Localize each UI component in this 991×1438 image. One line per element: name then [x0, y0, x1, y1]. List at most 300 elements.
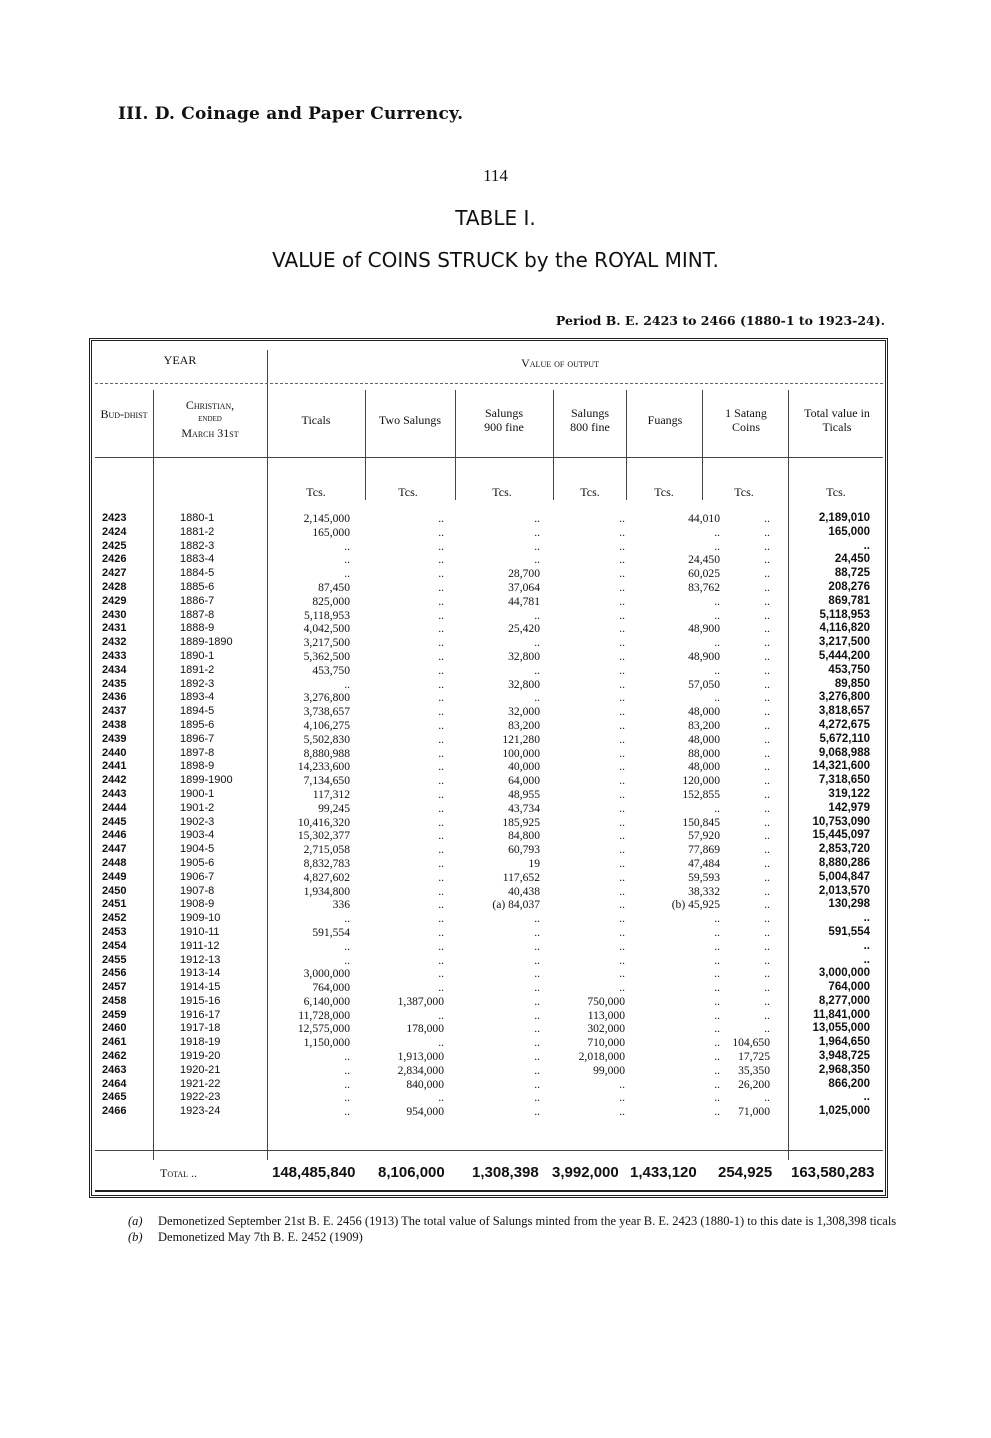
- cell-christian-year: 1897-8: [180, 746, 215, 759]
- table-row: [92, 747, 886, 761]
- cell-salungs-800: ..: [619, 801, 625, 815]
- cell-salungs-900: ..: [534, 663, 540, 677]
- cell-salungs-800: ..: [619, 1091, 625, 1105]
- cell-satang: ..: [764, 829, 770, 843]
- cell-total-value: 319,122: [828, 787, 870, 800]
- cell-buddhist-year: 2440: [102, 746, 127, 759]
- cell-ticals: 12,575,000: [297, 1022, 350, 1036]
- cell-salungs-800: ..: [619, 829, 625, 843]
- table-row: [92, 1022, 886, 1036]
- table-row: [92, 871, 886, 885]
- cell-total-value: 130,298: [828, 898, 870, 911]
- cell-salungs-900: ..: [534, 691, 540, 705]
- cell-salungs-800: ..: [619, 649, 625, 663]
- cell-christian-year: 1908-9: [180, 898, 215, 911]
- cell-fuangs: 24,450: [688, 553, 720, 567]
- unit-label: Tcs.: [306, 485, 326, 499]
- cell-salungs-900: 100,000: [502, 746, 540, 760]
- cell-fuangs: ..: [714, 539, 720, 553]
- cell-total-value: ..: [863, 539, 870, 552]
- table-row: [92, 1091, 886, 1105]
- cell-ticals: 165,000: [312, 525, 350, 539]
- cell-buddhist-year: 2462: [102, 1050, 127, 1063]
- cell-buddhist-year: 2435: [102, 677, 127, 690]
- table-row: [92, 802, 886, 816]
- cell-ticals: ..: [344, 553, 350, 567]
- table-row: [92, 595, 886, 609]
- cell-salungs-800: ..: [619, 1105, 625, 1119]
- cell-ticals: 4,106,275: [303, 718, 350, 732]
- cell-two-salungs: ..: [438, 718, 444, 732]
- cell-two-salungs: ..: [438, 981, 444, 995]
- cell-christian-year: 1884-5: [180, 567, 215, 580]
- footnote: [128, 1213, 898, 1229]
- cell-satang: ..: [764, 705, 770, 719]
- cell-christian-year: 1922-23: [180, 1091, 221, 1104]
- divider: [95, 1150, 883, 1151]
- header-ticals: Ticals: [301, 413, 331, 427]
- cell-buddhist-year: 2447: [102, 843, 127, 856]
- footnotes: [128, 1213, 898, 1245]
- cell-buddhist-year: 2442: [102, 774, 127, 787]
- cell-salungs-800: ..: [619, 981, 625, 995]
- cell-two-salungs: ..: [438, 939, 444, 953]
- cell-ticals: 825,000: [312, 594, 350, 608]
- cell-ticals: 11,728,000: [298, 1008, 350, 1022]
- cell-christian-year: 1892-3: [180, 677, 215, 690]
- table-row: [92, 788, 886, 802]
- header-fuangs: Fuangs: [647, 413, 683, 427]
- header-satang: 1 Satang Coins: [725, 406, 767, 434]
- cell-ticals: ..: [344, 1063, 350, 1077]
- cell-two-salungs: ..: [438, 843, 444, 857]
- cell-satang: ..: [764, 1022, 770, 1036]
- cell-salungs-800: 302,000: [587, 1022, 625, 1036]
- cell-ticals: ..: [344, 912, 350, 926]
- cell-satang: ..: [764, 677, 770, 691]
- cell-salungs-900: ..: [534, 1022, 540, 1036]
- cell-christian-year: 1905-6: [180, 856, 215, 869]
- cell-fuangs: ..: [714, 594, 720, 608]
- cell-ticals: ..: [344, 1050, 350, 1064]
- header-salungs-900: Salungs 900 fine: [484, 406, 524, 434]
- unit-label: Tcs.: [492, 485, 512, 499]
- cell-fuangs: ..: [714, 994, 720, 1008]
- cell-fuangs: ..: [714, 925, 720, 939]
- cell-salungs-800: ..: [619, 691, 625, 705]
- table-row: [92, 912, 886, 926]
- cell-salungs-900: ..: [534, 512, 540, 525]
- cell-two-salungs: 1,913,000: [397, 1050, 444, 1064]
- cell-salungs-800: ..: [619, 1077, 625, 1091]
- cell-satang: ..: [764, 1091, 770, 1105]
- cell-ticals: 7,134,650: [303, 774, 350, 788]
- cell-buddhist-year: 2432: [102, 636, 127, 649]
- section-title: III. D. Coinage and Paper Currency.: [118, 104, 464, 124]
- cell-fuangs: 47,484: [688, 856, 720, 870]
- cell-salungs-800: ..: [619, 815, 625, 829]
- cell-two-salungs: ..: [438, 512, 444, 525]
- cell-two-salungs: ..: [438, 732, 444, 746]
- cell-two-salungs: ..: [438, 1036, 444, 1050]
- cell-salungs-800: ..: [619, 567, 625, 581]
- cell-salungs-900: ..: [534, 1091, 540, 1105]
- divider: [95, 1190, 883, 1192]
- cell-satang: ..: [764, 594, 770, 608]
- cell-christian-year: 1918-19: [180, 1036, 221, 1049]
- table-row: [92, 636, 886, 650]
- cell-salungs-900: 83,200: [508, 718, 540, 732]
- cell-salungs-900: 84,800: [508, 829, 540, 843]
- table-row: [92, 1064, 886, 1078]
- main-heading: VALUE of COINS STRUCK by the ROYAL MINT.: [272, 248, 719, 272]
- cell-salungs-800: ..: [619, 580, 625, 594]
- cell-two-salungs: ..: [438, 967, 444, 981]
- unit-label: Tcs.: [734, 485, 754, 499]
- cell-salungs-900: (a) 84,037: [492, 898, 540, 912]
- cell-satang: ..: [764, 1008, 770, 1022]
- cell-fuangs: ..: [714, 1077, 720, 1091]
- cell-satang: ..: [764, 553, 770, 567]
- cell-total-value: 2,013,570: [818, 884, 870, 897]
- cell-salungs-900: ..: [534, 981, 540, 995]
- table-row: [92, 540, 886, 554]
- cell-buddhist-year: 2453: [102, 925, 127, 938]
- cell-ticals: 15,302,377: [297, 829, 350, 843]
- cell-fuangs: 150,845: [682, 815, 720, 829]
- cell-two-salungs: ..: [438, 787, 444, 801]
- table-row: [92, 857, 886, 871]
- divider: [702, 390, 703, 500]
- cell-satang: 104,650: [732, 1036, 770, 1050]
- cell-satang: ..: [764, 580, 770, 594]
- cell-fuangs: ..: [714, 1050, 720, 1064]
- cell-two-salungs: ..: [438, 1091, 444, 1105]
- cell-buddhist-year: 2456: [102, 967, 127, 980]
- cell-two-salungs: ..: [438, 870, 444, 884]
- cell-salungs-900: 44,781: [508, 594, 540, 608]
- total-two-salungs: 8,106,000: [378, 1164, 445, 1181]
- cell-two-salungs: ..: [438, 594, 444, 608]
- cell-christian-year: 1904-5: [180, 843, 215, 856]
- unit-label: Tcs.: [580, 485, 600, 499]
- cell-fuangs: 48,000: [688, 760, 720, 774]
- cell-fuangs: ..: [714, 691, 720, 705]
- cell-salungs-800: ..: [619, 553, 625, 567]
- table-row: [92, 816, 886, 830]
- cell-salungs-900: 40,438: [508, 884, 540, 898]
- divider: [95, 383, 883, 384]
- cell-satang: ..: [764, 567, 770, 581]
- cell-fuangs: 60,025: [688, 567, 720, 581]
- cell-ticals: 99,245: [318, 801, 350, 815]
- cell-christian-year: 1885-6: [180, 580, 215, 593]
- cell-ticals: 3,738,657: [303, 705, 350, 719]
- footnote-text: Demonetized September 21st B. E. 2456 (1913) The total value of Salungs minted from the year B. E. 2423 (1880-1) to this date is 1,308,398 ticals: [158, 1214, 897, 1228]
- table-row: [92, 1050, 886, 1064]
- cell-satang: ..: [764, 539, 770, 553]
- cell-two-salungs: ..: [438, 525, 444, 539]
- cell-two-salungs: ..: [438, 539, 444, 553]
- cell-ticals: ..: [344, 1077, 350, 1091]
- cell-christian-year: 1898-9: [180, 760, 215, 773]
- cell-satang: ..: [764, 512, 770, 525]
- cell-buddhist-year: 2433: [102, 649, 127, 662]
- cell-christian-year: 1893-4: [180, 691, 215, 704]
- cell-satang: ..: [764, 994, 770, 1008]
- cell-two-salungs: ..: [438, 925, 444, 939]
- cell-salungs-900: 43,734: [508, 801, 540, 815]
- cell-salungs-800: 2,018,000: [578, 1050, 625, 1064]
- cell-buddhist-year: 2436: [102, 691, 127, 704]
- cell-two-salungs: ..: [438, 760, 444, 774]
- unit-label: Tcs.: [398, 485, 418, 499]
- cell-satang: 26,200: [738, 1077, 770, 1091]
- cell-ticals: 4,042,500: [303, 622, 350, 636]
- cell-fuangs: ..: [714, 608, 720, 622]
- cell-fuangs: 48,900: [688, 622, 720, 636]
- cell-salungs-900: 32,800: [508, 677, 540, 691]
- cell-satang: ..: [764, 925, 770, 939]
- cell-total-value: 89,850: [834, 677, 870, 690]
- cell-salungs-800: ..: [619, 939, 625, 953]
- cell-christian-year: 1915-16: [180, 994, 221, 1007]
- cell-satang: 71,000: [738, 1105, 770, 1119]
- cell-salungs-900: ..: [534, 1050, 540, 1064]
- cell-ticals: 591,554: [312, 925, 350, 939]
- cell-salungs-800: 710,000: [587, 1036, 625, 1050]
- cell-satang: ..: [764, 939, 770, 953]
- cell-buddhist-year: 2439: [102, 732, 127, 745]
- cell-total-value: 764,000: [828, 981, 870, 994]
- cell-salungs-800: ..: [619, 525, 625, 539]
- cell-buddhist-year: 2437: [102, 705, 127, 718]
- cell-ticals: 1,934,800: [303, 884, 350, 898]
- cell-satang: ..: [764, 787, 770, 801]
- cell-buddhist-year: 2452: [102, 912, 127, 925]
- cell-total-value: 1,025,000: [818, 1105, 870, 1118]
- cell-fuangs: ..: [714, 981, 720, 995]
- cell-buddhist-year: 2455: [102, 953, 127, 966]
- cell-satang: ..: [764, 898, 770, 912]
- divider: [626, 390, 627, 500]
- table-body: [92, 512, 886, 1119]
- cell-two-salungs: ..: [438, 746, 444, 760]
- header-salungs-800: Salungs 800 fine: [570, 406, 610, 434]
- cell-christian-year: 1903-4: [180, 829, 215, 842]
- cell-satang: 35,350: [738, 1063, 770, 1077]
- table-row: [92, 940, 886, 954]
- cell-buddhist-year: 2460: [102, 1022, 127, 1035]
- cell-total-value: 8,880,286: [818, 856, 870, 869]
- cell-satang: ..: [764, 856, 770, 870]
- header-total: Total value in Ticals: [804, 406, 870, 434]
- cell-christian-year: 1888-9: [180, 622, 215, 635]
- cell-buddhist-year: 2425: [102, 539, 127, 552]
- cell-satang: ..: [764, 691, 770, 705]
- cell-two-salungs: ..: [438, 622, 444, 636]
- table-row: [92, 1009, 886, 1023]
- cell-salungs-800: ..: [619, 636, 625, 650]
- cell-christian-year: 1895-6: [180, 718, 215, 731]
- cell-total-value: 9,068,988: [818, 746, 870, 759]
- cell-salungs-900: ..: [534, 1063, 540, 1077]
- cell-satang: ..: [764, 622, 770, 636]
- total-ticals: 148,485,840: [272, 1164, 356, 1181]
- cell-ticals: 764,000: [312, 981, 350, 995]
- cell-buddhist-year: 2428: [102, 580, 127, 593]
- total-value: 163,580,283: [791, 1164, 875, 1181]
- cell-ticals: 8,880,988: [303, 746, 350, 760]
- cell-christian-year: 1883-4: [180, 553, 215, 566]
- cell-christian-year: 1917-18: [180, 1022, 221, 1035]
- cell-two-salungs: ..: [438, 580, 444, 594]
- cell-christian-year: 1881-2: [180, 525, 215, 538]
- cell-satang: ..: [764, 649, 770, 663]
- cell-buddhist-year: 2441: [102, 760, 127, 773]
- cell-christian-year: 1891-2: [180, 663, 215, 676]
- cell-total-value: ..: [863, 939, 870, 952]
- cell-fuangs: 152,855: [682, 787, 720, 801]
- cell-total-value: 3,276,800: [818, 691, 870, 704]
- cell-ticals: 87,450: [318, 580, 350, 594]
- cell-fuangs: ..: [714, 1022, 720, 1036]
- header-value-of-output: Value of output: [521, 356, 599, 370]
- cell-buddhist-year: 2424: [102, 525, 127, 538]
- cell-ticals: 5,502,830: [303, 732, 350, 746]
- table-row: [92, 1036, 886, 1050]
- cell-salungs-800: ..: [619, 512, 625, 525]
- cell-fuangs: ..: [714, 636, 720, 650]
- cell-christian-year: 1919-20: [180, 1050, 221, 1063]
- cell-salungs-900: ..: [534, 1008, 540, 1022]
- table-row: [92, 733, 886, 747]
- cell-ticals: 3,276,800: [303, 691, 350, 705]
- table-row: [92, 1105, 886, 1119]
- cell-salungs-800: ..: [619, 663, 625, 677]
- unit-label: Tcs.: [826, 485, 846, 499]
- cell-salungs-900: ..: [534, 539, 540, 553]
- cell-salungs-900: ..: [534, 1036, 540, 1050]
- cell-ticals: 6,140,000: [303, 994, 350, 1008]
- cell-buddhist-year: 2430: [102, 608, 127, 621]
- cell-ticals: ..: [344, 939, 350, 953]
- total-salungs-800: 3,992,000: [552, 1164, 619, 1181]
- cell-two-salungs: ..: [438, 567, 444, 581]
- divider: [455, 390, 456, 500]
- table-row: [92, 609, 886, 623]
- table-row: [92, 885, 886, 899]
- cell-salungs-900: ..: [534, 608, 540, 622]
- table-row: [92, 995, 886, 1009]
- cell-salungs-900: ..: [534, 994, 540, 1008]
- table-row: [92, 691, 886, 705]
- cell-total-value: 11,841,000: [813, 1008, 870, 1021]
- cell-total-value: 24,450: [834, 553, 870, 566]
- cell-satang: ..: [764, 953, 770, 967]
- cell-total-value: 165,000: [828, 525, 870, 538]
- cell-fuangs: ..: [714, 525, 720, 539]
- cell-total-value: 14,321,600: [812, 760, 870, 773]
- cell-buddhist-year: 2423: [102, 512, 127, 524]
- cell-salungs-900: 48,955: [508, 787, 540, 801]
- cell-total-value: 7,318,650: [818, 774, 870, 787]
- table-row: [92, 1078, 886, 1092]
- cell-salungs-800: ..: [619, 705, 625, 719]
- cell-fuangs: 48,000: [688, 732, 720, 746]
- total-label: Total ..: [160, 1166, 198, 1180]
- cell-buddhist-year: 2451: [102, 898, 127, 911]
- cell-salungs-800: ..: [619, 898, 625, 912]
- cell-salungs-900: 121,280: [502, 732, 540, 746]
- cell-salungs-900: 32,800: [508, 649, 540, 663]
- cell-fuangs: ..: [714, 1091, 720, 1105]
- cell-ticals: ..: [344, 539, 350, 553]
- table-row: [92, 967, 886, 981]
- table-row: [92, 719, 886, 733]
- cell-satang: ..: [764, 912, 770, 926]
- cell-christian-year: 1913-14: [180, 967, 221, 980]
- cell-christian-year: 1920-21: [180, 1063, 221, 1076]
- cell-fuangs: 48,000: [688, 705, 720, 719]
- cell-buddhist-year: 2449: [102, 870, 127, 883]
- cell-total-value: 142,979: [828, 801, 870, 814]
- cell-fuangs: 59,593: [688, 870, 720, 884]
- cell-total-value: ..: [863, 953, 870, 966]
- cell-buddhist-year: 2465: [102, 1091, 127, 1104]
- cell-buddhist-year: 2448: [102, 856, 127, 869]
- cell-satang: ..: [764, 815, 770, 829]
- cell-ticals: 117,312: [312, 787, 350, 801]
- cell-two-salungs: ..: [438, 636, 444, 650]
- cell-satang: ..: [764, 608, 770, 622]
- cell-salungs-800: 750,000: [587, 994, 625, 1008]
- cell-buddhist-year: 2444: [102, 801, 127, 814]
- cell-christian-year: 1894-5: [180, 705, 215, 718]
- cell-fuangs: ..: [714, 967, 720, 981]
- table-row: [92, 829, 886, 843]
- table-row: [92, 526, 886, 540]
- cell-buddhist-year: 2458: [102, 994, 127, 1007]
- cell-fuangs: ..: [714, 939, 720, 953]
- cell-christian-year: 1912-13: [180, 953, 221, 966]
- cell-salungs-900: 117,652: [502, 870, 540, 884]
- table-row: [92, 774, 886, 788]
- cell-total-value: 5,004,847: [818, 870, 870, 883]
- total-satang: 254,925: [718, 1164, 773, 1181]
- cell-total-value: 208,276: [828, 580, 870, 593]
- cell-total-value: 2,189,010: [818, 512, 870, 524]
- cell-buddhist-year: 2446: [102, 829, 127, 842]
- cell-christian-year: 1896-7: [180, 732, 215, 745]
- cell-salungs-800: ..: [619, 718, 625, 732]
- cell-ticals: 3,217,500: [303, 636, 350, 650]
- table-row: [92, 981, 886, 995]
- cell-total-value: 88,725: [834, 567, 870, 580]
- cell-satang: ..: [764, 525, 770, 539]
- cell-buddhist-year: 2461: [102, 1036, 127, 1049]
- cell-total-value: 869,781: [828, 594, 870, 607]
- cell-buddhist-year: 2466: [102, 1105, 127, 1118]
- cell-salungs-900: 60,793: [508, 843, 540, 857]
- cell-salungs-800: ..: [619, 967, 625, 981]
- cell-salungs-900: 64,000: [508, 774, 540, 788]
- footnote-label: (b): [128, 1230, 143, 1244]
- cell-christian-year: 1910-11: [180, 925, 220, 938]
- cell-buddhist-year: 2426: [102, 553, 127, 566]
- cell-salungs-900: 40,000: [508, 760, 540, 774]
- cell-salungs-900: 19: [528, 856, 540, 870]
